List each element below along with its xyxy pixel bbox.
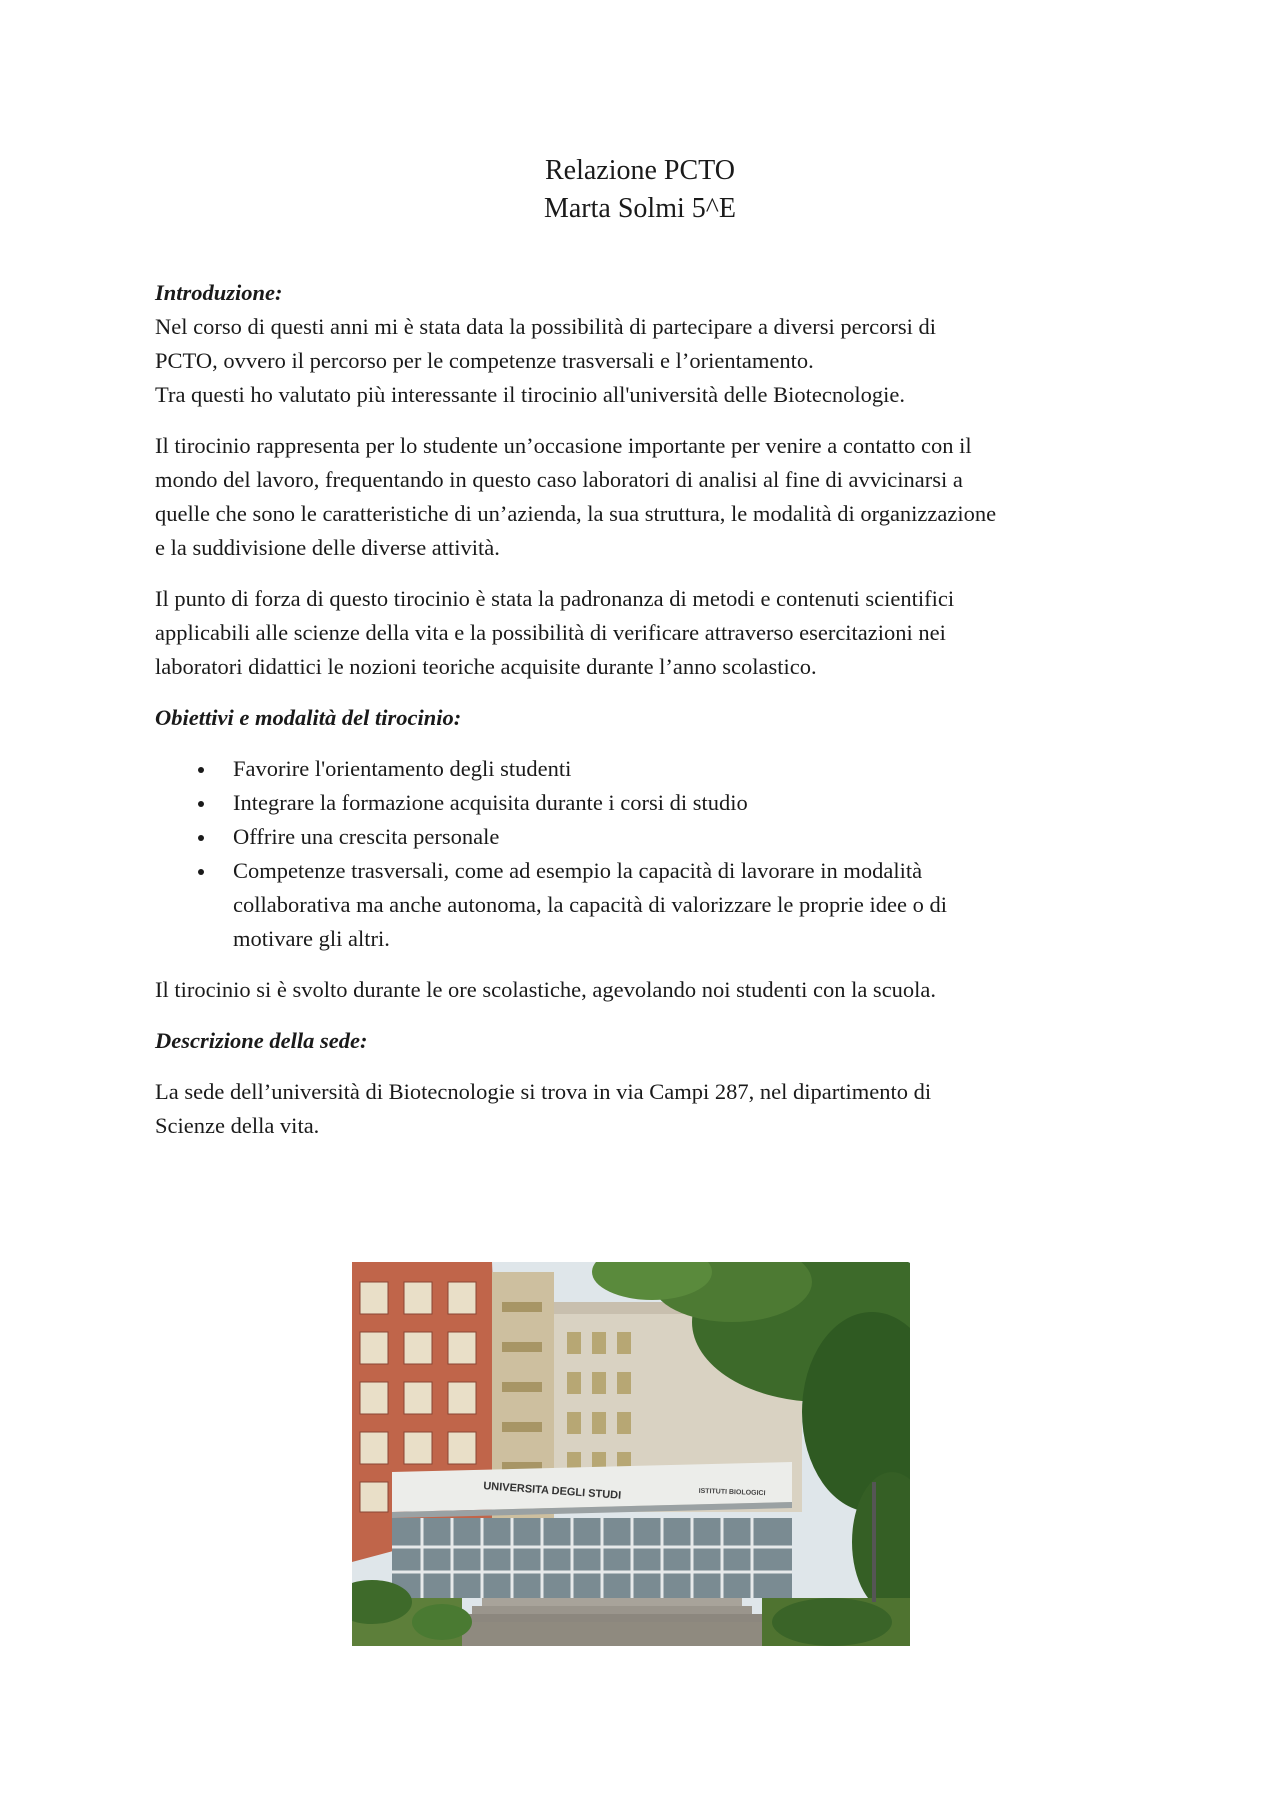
introduction-line: PCTO, ovvero il percorso per le competenze trasversali e l’orientamento. (155, 348, 814, 373)
introduction-heading: Introduzione: (155, 280, 283, 305)
list-item (155, 854, 1135, 956)
bullet-icon (198, 801, 204, 807)
document-body (155, 276, 1135, 1143)
list-item-text: collaborativa ma anche autonoma, la capacità di valorizzare le proprie idee o di (233, 892, 948, 917)
location-line: La sede dell’università di Biotecnologie si trova in via Campi 287, nel dipartimento di (155, 1079, 932, 1104)
list-item-text: motivare gli altri. (233, 926, 390, 951)
photo-sign-sub: ISTITUTI BIOLOGICI (698, 1487, 766, 1498)
photo-sign-main: UNIVERSITA DEGLI STUDI (482, 1480, 622, 1502)
bullet-icon (198, 869, 204, 875)
paragraph-line: laboratori didattici le nozioni teoriche acquisite durante l’anno scolastico. (155, 654, 817, 679)
paragraph-line: mondo del lavoro, frequentando in questo caso laboratori di analisi al fine di avvicinarsi a (155, 467, 963, 492)
title-block (0, 152, 1280, 228)
paragraph-line: Il tirocinio rappresenta per lo studente un’occasione importante per venire a contatto con il (155, 433, 972, 458)
paragraph-line: Il punto di forza di questo tirocinio è stata la padronanza di metodi e contenuti scientifici (155, 586, 955, 611)
paragraph-line: quelle che sono le caratteristiche di un’azienda, la sua struttura, le modalità di organizzazione (155, 501, 997, 526)
bullet-icon (198, 767, 204, 773)
document-author: Marta Solmi 5^E (543, 193, 736, 224)
bullet-icon (198, 835, 204, 841)
paragraph-line: e la suddivisione delle diverse attività. (155, 535, 500, 560)
list-item-text: Favorire l'orientamento degli studenti (233, 756, 572, 781)
building-photo (352, 1262, 910, 1646)
introduction-line: Tra questi ho valutato più interessante il tirocinio all'università delle Biotecnologie. (155, 382, 905, 407)
list-item (155, 752, 1135, 786)
location-line: Scienze della vita. (155, 1113, 320, 1138)
list-item-text: Offrire una crescita personale (233, 824, 500, 849)
list-item-text: Competenze trasversali, come ad esempio la capacità di lavorare in modalità (233, 858, 923, 883)
introduction-line: Nel corso di questi anni mi è stata data la possibilità di partecipare a diversi percorsi di (155, 314, 937, 339)
objectives-list (155, 752, 1135, 956)
objectives-heading: Obiettivi e modalità del tirocinio: (155, 705, 462, 730)
objectives-closing: Il tirocinio si è svolto durante le ore scolastiche, agevolando noi studenti con la scuola. (155, 977, 937, 1002)
location-heading: Descrizione della sede: (155, 1028, 368, 1053)
list-item-text: Integrare la formazione acquisita durante i corsi di studio (233, 790, 748, 815)
document-title: Relazione PCTO (544, 155, 735, 186)
paragraph-line: applicabili alle scienze della vita e la possibilità di verificare attraverso esercitazioni nei (155, 620, 946, 645)
list-item (155, 820, 1135, 854)
list-item (155, 786, 1135, 820)
